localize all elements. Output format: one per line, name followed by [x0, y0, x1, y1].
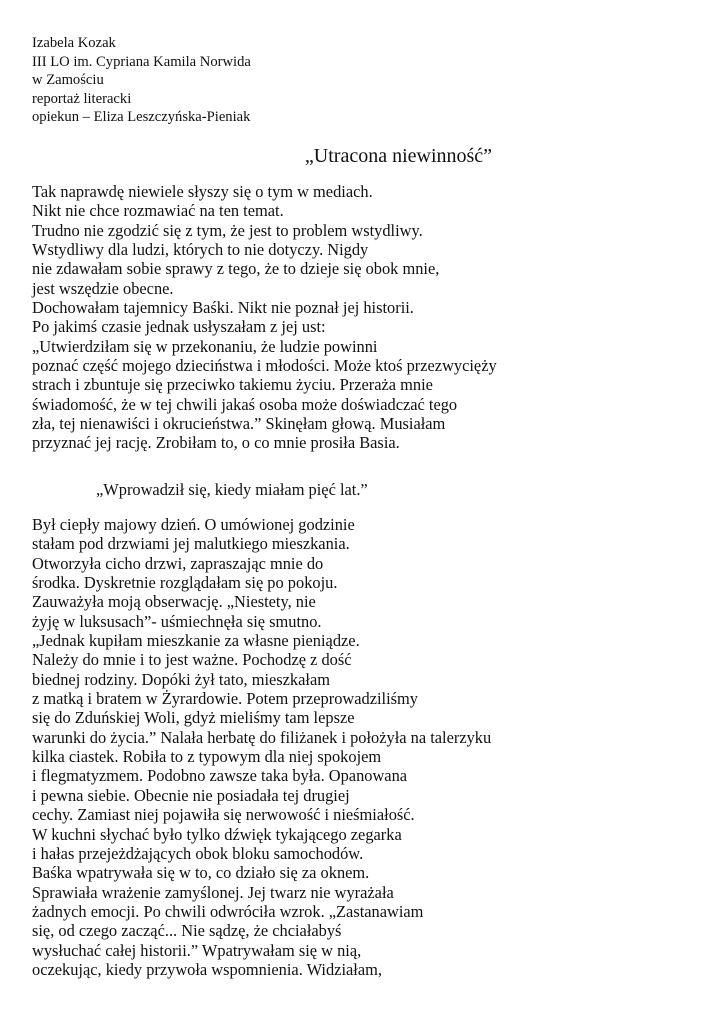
- title-text: „Utracona niewinność”: [304, 145, 493, 167]
- text-line: kilka ciastek. Robiła to z typowym dla niej spokojem: [32, 747, 382, 767]
- text-line: Trudno nie zgodzić się z tym, że jest to problem wstydliwy.: [32, 220, 423, 240]
- text-line: się, od czego zacząć... Nie sądzę, że chciałabyś: [32, 921, 342, 941]
- text-line: stałam pod drzwiami jej malutkiego mieszkania.: [32, 534, 350, 554]
- text-line: z matką i bratem w Żyrardowie. Potem przeprowadziliśmy: [32, 689, 418, 709]
- header-line: reportaż literacki: [32, 90, 132, 107]
- text-line: Dochowałam tajemnicy Baśki. Nikt nie poznał jej historii.: [32, 298, 414, 318]
- paragraph-intro: [32, 182, 497, 453]
- text-line: cechy. Zamiast niej pojawiła się nerwowość i nieśmiałość.: [32, 805, 415, 825]
- text-line: środka. Dyskretnie rozglądałam się po pokoju.: [32, 573, 338, 593]
- text-line: wysłuchać całej historii.” Wpatrywałam się w nią,: [32, 940, 362, 960]
- text-line: W kuchni słychać było tylko dźwięk tykającego zegarka: [32, 824, 402, 844]
- text-line: Nikt nie chce rozmawiać na ten temat.: [32, 201, 284, 221]
- text-line: „Utwierdziłam się w przekonaniu, że ludzie powinni: [32, 336, 378, 356]
- text-line: Wstydliwy dla ludzi, których to nie dotyczy. Nigdy: [32, 240, 369, 260]
- text-line: „Jednak kupiłam mieszkanie za własne pieniądze.: [32, 631, 360, 651]
- text-line: żadnych emocji. Po chwili odwróciła wzrok. „Zastanawiam: [32, 901, 424, 921]
- text-line: biednej rodziny. Dopóki żył tato, mieszkałam: [32, 669, 330, 689]
- text-line: strach i zbuntuje się przeciwko takiemu życiu. Przeraża mnie: [32, 375, 433, 395]
- header-line: w Zamościu: [32, 72, 104, 89]
- header-line: opiekun – Eliza Leszczyńska-Pieniak: [32, 109, 251, 126]
- text-line: nie zdawałam sobie sprawy z tego, że to dzieje się obok mnie,: [32, 259, 440, 279]
- text-line: i hałas przejeżdżających obok bloku samochodów.: [32, 843, 364, 863]
- text-line: jest wszędzie obecne.: [32, 278, 174, 298]
- text-line: Baśka wpatrywała się w to, co działo się za oknem.: [32, 863, 370, 883]
- text-line: i flegmatyzmem. Podobno zawsze taka była. Opanowana: [32, 766, 408, 786]
- text-line: Otworzyła cicho drzwi, zapraszając mnie do: [32, 553, 324, 573]
- text-line: Sprawiała wrażenie zamyślonej. Jej twarz nie wyrażała: [32, 882, 394, 902]
- text-line: Tak naprawdę niewiele słyszy się o tym w mediach.: [32, 182, 373, 201]
- text-line: Po jakimś czasie jednak usłyszałam z jej ust:: [32, 317, 326, 337]
- text-line: warunki do życia.” Nalała herbatę do filiżanek i położyła na talerzyku: [32, 727, 492, 747]
- header-line: III LO im. Cypriana Kamila Norwida: [32, 53, 251, 70]
- header-line: Izabela Kozak: [32, 35, 116, 51]
- text-line: Należy do mnie i to jest ważne. Pochodzę z dość: [32, 650, 352, 670]
- text-line: Zauważyła moją obserwację. „Niestety, nie: [32, 592, 316, 612]
- text-line: oczekując, kiedy przywoła wspomnienia. Widziałam,: [32, 959, 382, 979]
- text-line: i pewna siebie. Obecnie nie posiadała tej drugiej: [32, 785, 350, 805]
- text-line: się do Zduńskiej Woli, gdyż mieliśmy tam lepsze: [32, 708, 355, 728]
- paragraph-story: [32, 515, 491, 979]
- section-quote: „Wprowadził się, kiedy miałam pięć lat.”: [96, 480, 368, 499]
- text-line: przyznać jej rację. Zrobiłam to, o co mnie prosiła Basia.: [32, 433, 400, 453]
- author-header: [32, 34, 251, 127]
- text-line: Był ciepły majowy dzień. O umówionej godzinie: [32, 515, 355, 534]
- text-line: świadomość, że w tej chwili jakaś osoba może doświadczać tego: [32, 394, 458, 414]
- text-line: zła, tej nienawiści i okrucieństwa.” Skinęłam głową. Musiałam: [32, 414, 446, 434]
- text-line: żyję w luksusach”- uśmiechnęła się smutno.: [32, 611, 322, 631]
- document-title: [0, 144, 725, 168]
- text-line: poznać część mojego dzieciństwa i młodości. Może ktoś przezwycięży: [32, 356, 497, 376]
